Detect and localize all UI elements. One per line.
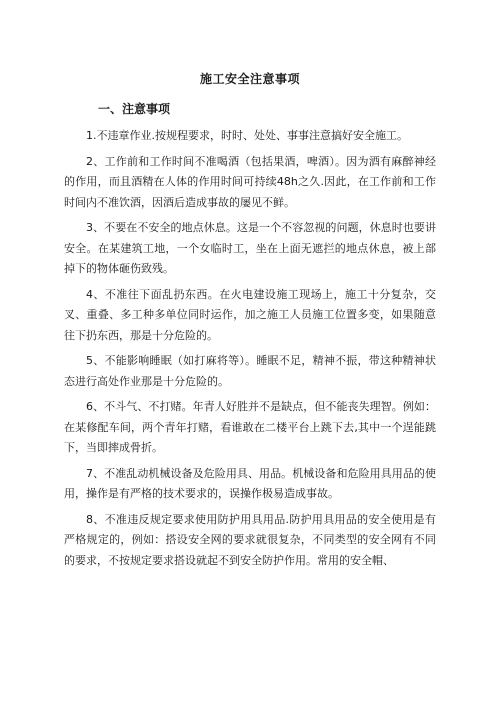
section-heading: 一、注意事项 — [98, 102, 171, 116]
paragraph-3: 3、不要在不安全的地点休息。这是一个不容忽视的问题，休息时也要讲安全。在某建筑工地，一个女临时工，坐在上面无遮拦的地点休息，被上部掉下的物体砸伤致残。 — [64, 221, 436, 275]
paragraph-1: 1.不违章作业.按规程要求，时时、处处、事事注意搞好安全施工。 — [86, 129, 408, 142]
paragraph-4: 4、不准往下面乱扔东西。在火电建设施工现场上，施工十分复杂，交叉、重叠、多工种多单位同时运作，加之施工人员施工位置多变，如果随意往下扔东西，那是十分危险的。 — [64, 287, 436, 342]
paragraph-7: 7、不准乱动机械设备及危险用具、用品。机械设备和危险用具用品的使用，操作是有严格的技术要求的，误操作极易造成事故。 — [64, 466, 436, 500]
paragraph-6: 6、不斗气、不打赌。年青人好胜并不是缺点，但不能丧失理智。例如：在某修配车间，两个青年打赌，看谁敢在二楼平台上跳下去,其中一个逞能跳下，当即摔成骨折。 — [64, 400, 436, 454]
paragraph-2: 2、工作前和工作时间不准喝酒（包括果酒，啤酒）。因为酒有麻醉神经的作用，而且酒精在人体的作用时间可持续48h之久.因此，在工作前和工作时间内不准饮酒，因酒后造成事故的屡见不鲜。 — [64, 154, 436, 209]
paragraph-8: 8、不准违反规定要求使用防护用具用品.防护用具用品的安全使用是有严格规定的，例如：搭设安全网的要求就很复杂，不同类型的安全网有不同的要求，不按规定要求搭设就起不到安全防护作用。常用的安全帽、 — [64, 512, 436, 567]
document-title: 施工安全注意事项 — [199, 72, 300, 86]
paragraph-5: 5、不能影响睡眠（如打麻将等）。睡眠不足，精神不振，带这种精神状态进行高处作业那是十分危险的。 — [64, 354, 436, 388]
